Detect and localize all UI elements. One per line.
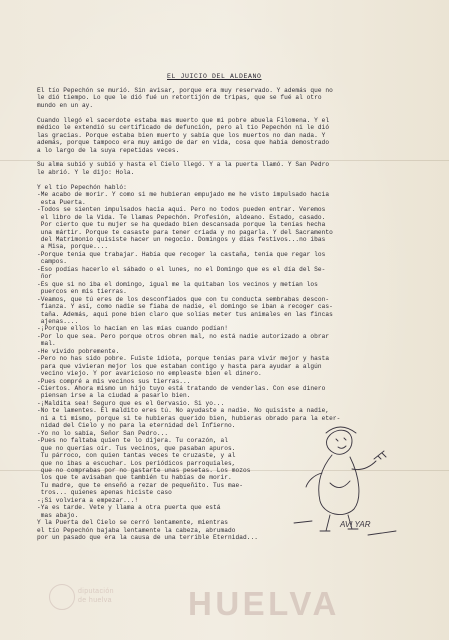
- text-line: mas abajo.: [37, 511, 79, 519]
- text-line: -¡Porque ellos lo hacían en las mías cuando podían!: [37, 325, 228, 333]
- text-line: -No te lamentes. El maldito eres tú. No ayudaste a nadie. No quisiste a nadie,: [37, 407, 330, 415]
- text-line: le abrió. Y le dijo: Hola.: [37, 168, 135, 176]
- text-line: -Pero no has sido pobre. Fuiste idiota, porque tenías para vivir mejor y hasta: [37, 355, 330, 363]
- text-line: nidad del Cielo y no para la eternidad del Infierno.: [37, 422, 236, 430]
- text-line: que no ibas a escuchar. Los periódicos parroquiales,: [37, 459, 236, 467]
- text-line: piensan irse a la ciudad a pasarlo bien.: [37, 392, 191, 400]
- text-line: por un pasado que era la causa de una terrible Eternidad...: [37, 534, 258, 542]
- text-line: -Pues no faltaba quien te lo dijera. Tu corazón, al: [37, 437, 228, 445]
- text-line: -Pues compré a mis vecinos sus tierras...: [37, 377, 191, 385]
- text-line: -Me acabo de morir. Y como si me hubieran empujado me he visto impulsado hacia: [37, 191, 330, 199]
- text-line: a lo largo de la suya repetidas veces.: [37, 146, 180, 154]
- text-line: Y la Puerta del Cielo se cerró lentamente, mientras: [37, 519, 228, 527]
- text-line: Por cierto que tu mujer se ha quedado bien descansada porque la tenías hecha: [37, 221, 326, 229]
- text-line: -He vivido pobremente.: [37, 347, 120, 355]
- archive-watermark: HUELVA: [188, 585, 340, 622]
- text-line: fianza. Y así, como nadie se fiaba de nadie, el domingo se iban a recoger cas-: [37, 303, 333, 311]
- text-line: que no querías oír. Tus vecinos, que pasaban apuros.: [37, 444, 236, 452]
- text-line: médico le extendió su certificado de defunción, pero al tío Pepechón ni le dió: [37, 124, 330, 132]
- text-line: campos.: [37, 258, 67, 266]
- text-line: le dió tiempo. Lo que le dió fué un retortijón de tripas, que se fué al otro: [37, 94, 322, 102]
- text-line: -Por lo que sea. Pero porque otros obren mal, no está nadie autorizado a obrar: [37, 332, 330, 340]
- archive-watermark-line: de huelva: [78, 597, 112, 604]
- text-line: puercos en mis tierras.: [37, 288, 127, 296]
- text-line: una mártir. Porque te casaste para tener criada y no pagarla. Y del Sacramento: [37, 228, 333, 236]
- text-line: mundo en un ay.: [37, 101, 94, 109]
- text-line: mal.: [37, 340, 56, 348]
- text-line: Cuando llegó el sacerdote estaba mas muerto que mi pobre abuela Filomena. Y el: [37, 116, 330, 124]
- text-line: a Misa, porque....: [37, 243, 109, 251]
- text-line: que no comprabas por no gastarte unas pesetas. Los mozos: [37, 467, 251, 475]
- archive-seal-watermark: [49, 584, 75, 610]
- text-line: [37, 72, 417, 79]
- text-line: [37, 79, 417, 86]
- text-line: esta Puerta.: [37, 198, 86, 206]
- text-line: -Porque tenía que trabajar. Había que recoger la castaña, tenía que regar los: [37, 250, 326, 258]
- text-line: Tu madre, que te enseñó a rezar de pequeñito. Tus mae-: [37, 481, 243, 489]
- text-line: Tu párroco, con quien tantas veces te cruzaste, y al: [37, 452, 236, 460]
- text-line: del Matrimonio quisiste hacer un negocio. Domingos y días festivos...no ibas: [37, 235, 326, 243]
- text-line: -¡Maldita sea! Seguro que es el Gervasio. Si yo...: [37, 399, 225, 407]
- text-line: [37, 154, 417, 161]
- text-line: -Ciertos. Ahora mismo un hijo tuyo está tratando de venderlas. Con ese dinero: [37, 385, 326, 393]
- text-line: taña. Además, aquí pone bien claro que solías meter tus animales en las fincas: [37, 310, 333, 318]
- text-line: ñor: [37, 273, 52, 281]
- text-line: vecino viejo. Y por avaricioso no empleaste bien el dinero.: [37, 370, 262, 378]
- text-line: ajenas....: [37, 317, 79, 325]
- document-title: EL JUICIO DEL ALDEANO: [167, 73, 262, 80]
- archive-watermark-line: diputación: [78, 588, 114, 595]
- text-line: Y el tío Pepechón habló:: [37, 183, 127, 191]
- text-line: las gracias. Porque estaba bien muerto y sabía que los muertos no dan nada. Y: [37, 131, 326, 139]
- text-line: -Eso podías hacerlo el sábado o el lunes, no el Domingo que es el día del Se-: [37, 265, 326, 273]
- text-line: [37, 109, 417, 116]
- text-line: -¡Si volviera a empezar...!: [37, 496, 139, 504]
- sketch-signature: AVI YAR: [340, 520, 371, 529]
- text-line: tros... quienes apenas hiciste caso: [37, 489, 172, 497]
- text-line: ni a ti mismo, porque si te hubieras querido bien, hubieras obrado para la eter-: [37, 414, 341, 422]
- text-line: -Ya es tarde. Vete y llama a otra puerta que está: [37, 504, 221, 512]
- text-line: -Veamos, que tú eres de los desconfiados que con tu conducta sembrabas descon-: [37, 295, 330, 303]
- priest-sketch: [286, 423, 406, 541]
- text-line: -Es que si no iba el domingo, igual me la quitaban los vecinos y metían los: [37, 280, 318, 288]
- text-line: además, porque tampoco era muy amigo de dar en vida, cosa que había demostrado: [37, 139, 330, 147]
- text-line: El tío Pepechón se murió. Sin avisar, porque era muy reservado. Y además que no: [37, 86, 333, 94]
- text-line: [37, 176, 417, 183]
- text-line: -Todos se sienten impulsados hacia aquí. Pero no todos pueden entrar. Veremos: [37, 206, 326, 214]
- text-line: para que vivieran mejor los que estaban contigo y hasta para ayudar a algún: [37, 362, 322, 370]
- text-line: los que te avisaban que también tu habías de morir.: [37, 474, 232, 482]
- text-line: el tío Pepechón bajaba lentamente la cabeza, abrumado: [37, 526, 236, 534]
- text-line: Su alma subió y subió y hasta el Cielo llegó. Y a la puerta llamó. Y San Pedro: [37, 161, 330, 169]
- text-line: el libro de la Vida. Te llamas Pepechón. Profesión, aldeano. Estado, casado.: [37, 213, 326, 221]
- text-line: -Yo no lo sabía, Señor San Pedro...: [37, 429, 169, 437]
